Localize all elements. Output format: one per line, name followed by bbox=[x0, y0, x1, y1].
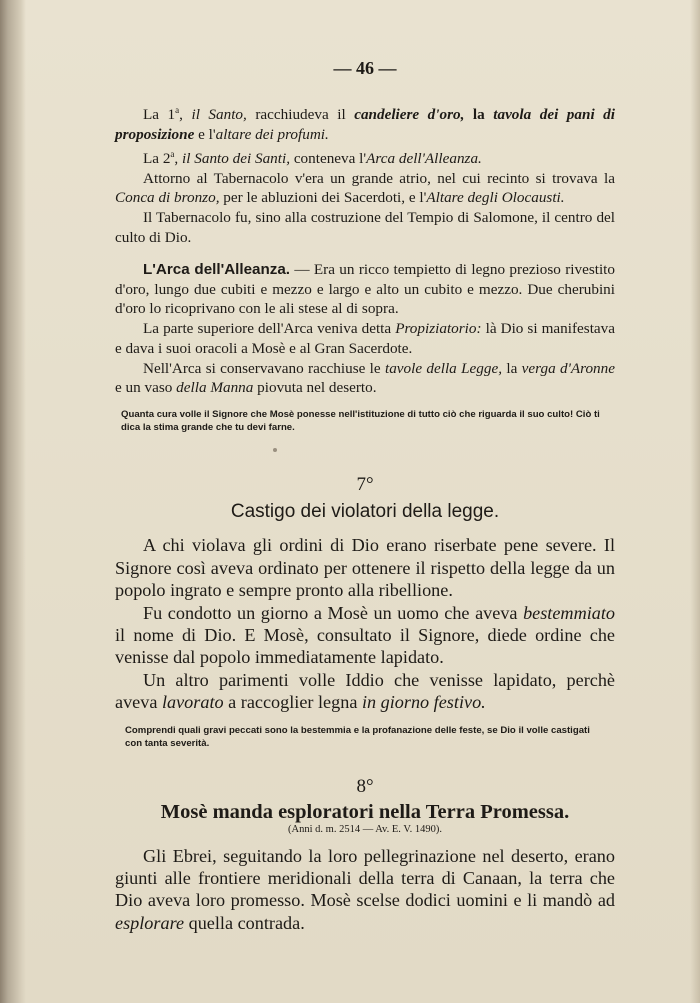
text-run: Gli Ebrei, seguitando la loro pellegrinazione nel deserto, erano giunti alle frontiere meridionali della terra di Canaan, la terra che Dio aveva loro promesso. Mosè scelse dodici uomini e li mandò ad bbox=[115, 845, 615, 911]
italic-term: candeliere d'oro, bbox=[354, 106, 465, 124]
section-8 bbox=[115, 776, 615, 935]
italic-term: in giorno festivo. bbox=[361, 692, 486, 713]
italic-term: della Manna bbox=[176, 379, 254, 397]
text-run: Un altro parimenti volle Iddio che venisse lapidato, perchè aveva bbox=[115, 669, 615, 713]
text-run: conteneva l' bbox=[290, 149, 367, 167]
section-7-title: Castigo dei violatori della legge. bbox=[230, 501, 500, 523]
arca-heading: L'Arca dell'Alleanza. bbox=[143, 260, 291, 278]
section-7-moral-note: Comprendi quali gravi peccati sono la bestemmia e la profanazione delle feste, se Dio il volle castigati con tanta severità. bbox=[125, 724, 590, 749]
text-run: Attorno al Tabernacolo v'era un grande atrio, nel cui recinto si trovava la bbox=[143, 169, 615, 187]
text-run: Nell'Arca si conservavano racchiuse le bbox=[143, 359, 385, 377]
italic-term: tavola dei pani di proposizione bbox=[115, 106, 615, 143]
italic-term: esplorare bbox=[115, 912, 185, 933]
text-run: — Era un ricco tempietto di legno prezioso rivestito d'oro, lungo due cubiti e mezzo e largo e alto un cubito e mezzo. Due cherubini d'oro lo ricoprivano con le ali stese al di sopra. bbox=[115, 260, 615, 318]
text-run: la bbox=[464, 106, 494, 124]
text-run: La 1 bbox=[143, 106, 176, 124]
spacer bbox=[115, 248, 615, 260]
superscript: a bbox=[170, 148, 175, 159]
italic-term: Propiziatorio: bbox=[395, 320, 482, 338]
italic-term: lavorato bbox=[161, 692, 224, 713]
text-run: quella contrada. bbox=[184, 912, 305, 933]
text-run: , bbox=[174, 149, 183, 167]
arca-paragraph-3 bbox=[115, 359, 615, 399]
arca-moral-note: Quanta cura volle il Signore che Mosè ponesse nell'istituzione di tutto ciò che riguarda il suo culto! Ciò ti dica la stima grande che tu devi farne. bbox=[121, 409, 600, 434]
superscript: a bbox=[175, 105, 180, 115]
section-7-paragraph-3 bbox=[115, 669, 615, 714]
arca-paragraph-2 bbox=[115, 319, 615, 359]
intro-paragraph-4: Il Tabernacolo fu, sino alla costruzione del Tempio di Salomone, il centro del culto di Dio. bbox=[115, 209, 615, 246]
arca-paragraph-1 bbox=[115, 260, 615, 319]
italic-term: il Santo dei Santi, bbox=[182, 149, 291, 167]
italic-term: bestemmiato bbox=[523, 602, 615, 623]
section-8-paragraph-1 bbox=[115, 845, 615, 935]
italic-term: tavole della Legge, bbox=[384, 359, 503, 377]
section-8-title: Mosè manda esploratori nella Terra Promessa. bbox=[160, 800, 570, 823]
italic-term: Altare degli Olocausti. bbox=[426, 189, 565, 207]
text-run: piovuta nel deserto. bbox=[253, 379, 377, 397]
italic-term: Arca dell'Alleanza. bbox=[366, 149, 482, 167]
section-8-number: 8° bbox=[356, 775, 374, 797]
text-run: a raccoglier legna bbox=[223, 692, 362, 713]
intro-paragraph-2 bbox=[115, 145, 615, 169]
section-7 bbox=[115, 474, 615, 749]
text-run: racchiudeva il bbox=[246, 106, 355, 124]
text-run: Fu condotto un giorno a Mosè un uomo che aveva bbox=[143, 602, 524, 623]
page-spot bbox=[273, 448, 277, 452]
text-run: la bbox=[502, 359, 522, 377]
italic-term: il Santo, bbox=[191, 106, 247, 124]
page-number: — 46 — bbox=[333, 58, 397, 78]
text-run: e l' bbox=[194, 125, 216, 143]
page-binding-shadow bbox=[0, 0, 26, 1003]
intro-paragraph-1 bbox=[115, 101, 615, 145]
italic-term: Conca di bronzo, bbox=[115, 189, 220, 207]
intro-paragraph-3 bbox=[115, 169, 615, 209]
section-7-number: 7° bbox=[356, 474, 374, 496]
italic-term: verga d'Aronne bbox=[521, 359, 615, 377]
text-run: là Dio si manifestava e dava i suoi oracoli a Mosè e al Gran Sacerdote. bbox=[115, 320, 615, 357]
italic-term: altare dei profumi. bbox=[215, 125, 329, 143]
text-run: il nome di Dio. E Mosè, consultato il Signore, diede ordine che venisse dal popolo immediatamente lapidato. bbox=[115, 624, 615, 668]
intro-section bbox=[115, 101, 615, 434]
text-run: per le abluzioni dei Sacerdoti, e l' bbox=[219, 189, 427, 207]
page-content bbox=[115, 58, 615, 934]
section-7-paragraph-1: A chi violava gli ordini di Dio erano riserbate pene severe. Il Signore così aveva ordinato per ottenere il rispetto della legge da un popolo ingrato e sempre pronto alla ribellione. bbox=[115, 535, 615, 601]
section-8-dates: (Anni d. m. 2514 — Av. E. V. 1490). bbox=[288, 823, 442, 835]
section-7-paragraph-2 bbox=[115, 602, 615, 669]
page-edge bbox=[690, 0, 700, 1003]
text-run: La 2 bbox=[143, 149, 171, 167]
text-run: e un vaso bbox=[115, 379, 177, 397]
text-run: , bbox=[179, 106, 192, 124]
text-run: La parte superiore dell'Arca veniva detta bbox=[143, 320, 396, 338]
